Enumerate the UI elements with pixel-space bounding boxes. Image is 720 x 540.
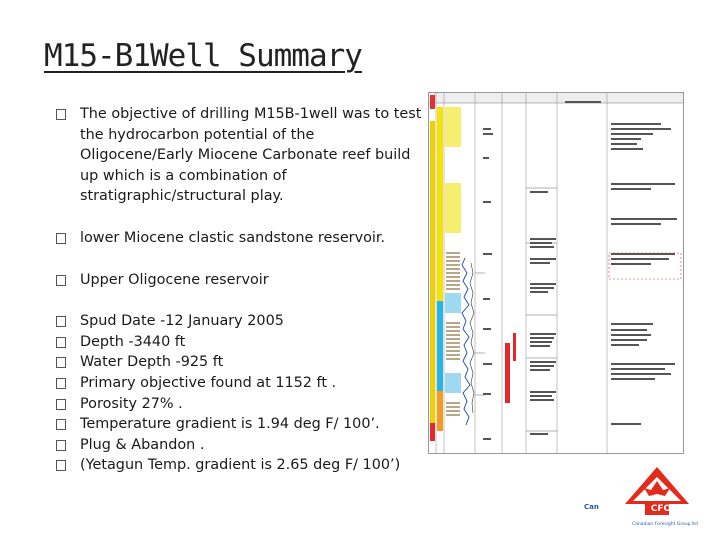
- bullet-list: [56, 104, 428, 476]
- bullet-text: Plug & Abandon .: [80, 436, 205, 453]
- well-log-graphic: [429, 93, 683, 453]
- bullet-text: Porosity 27% .: [80, 395, 183, 412]
- bullet-text: Temperature gradient is 1.94 deg F/ 100’.: [80, 416, 380, 433]
- bullet-text: Primary objective found at 1152 ft .: [80, 374, 337, 391]
- well-log-figure: [428, 92, 684, 454]
- checkbox-bullet-icon: [56, 357, 66, 368]
- checkbox-bullet-icon: [56, 275, 66, 286]
- bullet-text: lower Miocene clastic sandstone reservoir.: [80, 229, 386, 246]
- bullet-item: [56, 270, 428, 291]
- bullet-item: [56, 104, 428, 207]
- bullet-text: Water Depth -925 ft: [80, 354, 224, 371]
- checkbox-bullet-icon: [56, 337, 66, 348]
- bullet-text: Depth -3440 ft: [80, 333, 186, 350]
- bullet-item: [56, 435, 428, 456]
- bullet-item: [56, 414, 428, 435]
- bullet-item: [56, 394, 428, 415]
- bullet-item: [56, 455, 428, 476]
- bullet-text: Spud Date -12 January 2005: [80, 313, 284, 330]
- checkbox-bullet-icon: [56, 109, 66, 120]
- checkbox-bullet-icon: [56, 440, 66, 451]
- bullet-text: (Yetagun Temp. gradient is 2.65 deg F/ 100’): [80, 457, 401, 474]
- checkbox-bullet-icon: [56, 233, 66, 244]
- checkbox-bullet-icon: [56, 399, 66, 410]
- checkbox-bullet-icon: [56, 460, 66, 471]
- bullet-text: Upper Oligocene reservoir: [80, 271, 269, 288]
- logo-abbreviation: CFO: [650, 504, 672, 514]
- checkbox-bullet-icon: [56, 316, 66, 327]
- bullet-item: [56, 352, 428, 373]
- logo-company-name: Canadian Foresight Group ltd: [632, 522, 698, 527]
- bullet-item: [56, 311, 428, 332]
- bullet-item: [56, 332, 428, 353]
- checkbox-bullet-icon: [56, 419, 66, 430]
- logo-prefix-text: Can: [584, 503, 599, 511]
- bullet-item: [56, 373, 428, 394]
- slide-title: M15-B1Well Summary: [44, 38, 362, 74]
- checkbox-bullet-icon: [56, 378, 66, 389]
- bullet-text: The objective of drilling M15B-1well was to test the hydrocarbon potential of the Oligocene/Early Miocene Carbonate reef build up which is a combination of stratigraphic/structural play.: [80, 106, 422, 205]
- bullet-item: [56, 228, 428, 249]
